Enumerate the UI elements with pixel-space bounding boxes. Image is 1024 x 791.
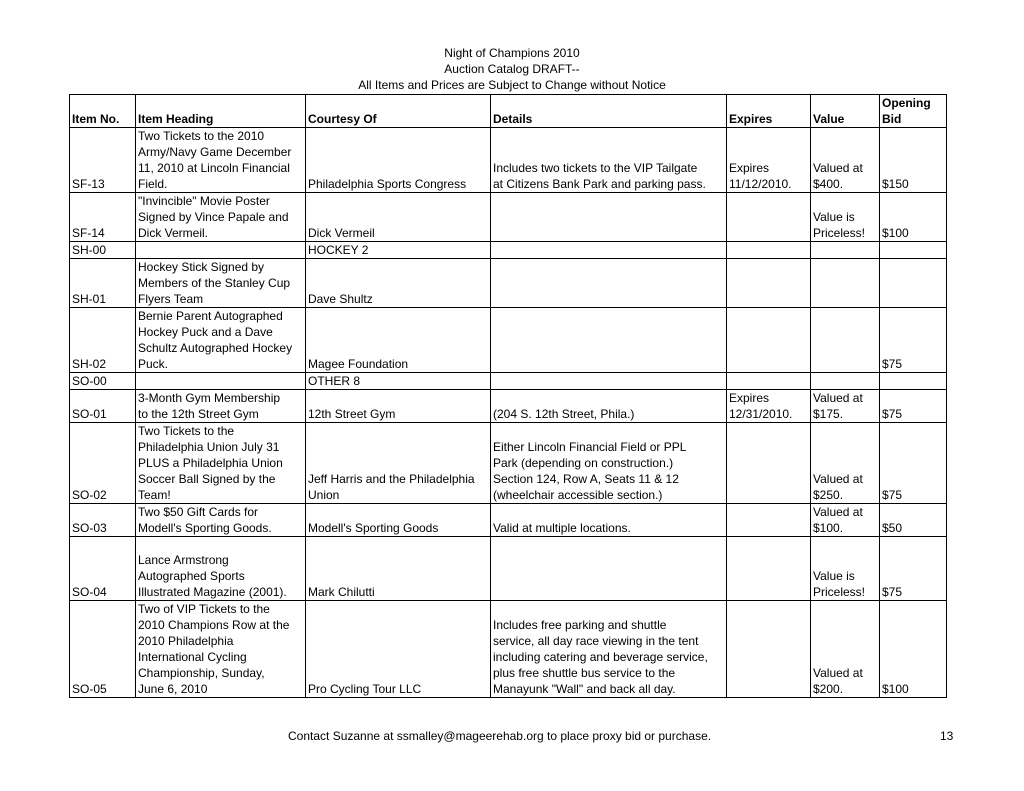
cell-value [811,423,880,504]
cell-value-line: Value is [813,210,855,224]
cell-item-heading-line: 11, 2010 at Lincoln Financial [138,161,290,175]
cell-item-heading [136,128,306,193]
cell-details-line: Either Lincoln Financial Field or PPL [493,440,687,454]
cell-item-heading-line: PLUS a Philadelphia Union [138,456,283,470]
cell-item-heading [136,193,306,242]
cell-opening-bid: $75 [880,423,947,504]
cell-details [491,193,727,242]
cell-item-heading-line: Dick Vermeil. [138,226,209,240]
cell-value [811,601,880,698]
cell-value-line: $200. [813,682,844,696]
cell-item-heading-line: Field. [138,177,168,191]
cell-expires [727,193,811,242]
cell-courtesy-of [306,128,491,193]
cell-item-heading-line: Army/Navy Game December [138,145,292,159]
catalog-title: Night of Champions 2010 [444,46,580,60]
cell-courtesy-of-line: Pro Cycling Tour LLC [308,682,422,696]
cell-details-line: Includes two tickets to the VIP Tailgate [493,161,698,175]
table-row [70,259,947,308]
cell-value-line: Valued at [813,505,863,519]
cell-opening-bid: $75 [880,390,947,423]
cell-item-heading-line: Bernie Parent Autographed [138,309,283,323]
cell-item-heading-line: Hockey Puck and a Dave [138,325,273,339]
cell-value [811,504,880,537]
cell-item-heading-line: to the 12th Street Gym [138,407,259,421]
cell-item-heading-line: "Invincible" Movie Poster [138,194,270,208]
cell-opening-bid: $150 [880,128,947,193]
cell-courtesy-of-line: Jeff Harris and the Philadelphia [308,472,475,486]
cell-item-no: SF-13 [70,128,136,193]
cell-courtesy-of [306,373,491,390]
cell-courtesy-of-line: 12th Street Gym [308,407,396,421]
cell-courtesy-of [306,259,491,308]
cell-value-line: Valued at [813,666,863,680]
cell-item-heading [136,373,306,390]
cell-value-line: Valued at [813,161,863,175]
cell-opening-bid: $50 [880,504,947,537]
cell-expires [727,128,811,193]
cell-courtesy-of [306,193,491,242]
cell-value-line: Valued at [813,472,863,486]
cell-item-heading-line: Illustrated Magazine (2001). [138,585,287,599]
catalog-subtitle: Auction Catalog DRAFT-- [444,62,580,76]
cell-expires-line: 12/31/2010. [729,407,793,421]
cell-item-no: SO-01 [70,390,136,423]
cell-item-heading [136,601,306,698]
cell-value-line: Priceless! [813,585,866,599]
cell-courtesy-of-line: Union [308,488,340,502]
cell-item-no: SO-04 [70,537,136,601]
cell-value-line: Value is [813,569,855,583]
cell-opening-bid [880,259,947,308]
cell-expires [727,504,811,537]
cell-item-no: SO-02 [70,423,136,504]
cell-value [811,308,880,373]
cell-opening-bid [880,242,947,259]
cell-value [811,193,880,242]
table-row [70,423,947,504]
cell-expires [727,373,811,390]
cell-item-heading-line: Hockey Stick Signed by [138,260,265,274]
cell-expires-line: Expires [729,391,770,405]
cell-courtesy-of-line: Magee Foundation [308,357,409,371]
contact-footer: Contact Suzanne at ssmalley@mageerehab.org to place proxy bid or purchase. [288,729,712,743]
cell-courtesy-of [306,504,491,537]
cell-item-heading-line: Members of the Stanley Cup [138,276,291,290]
cell-value-line: $400. [813,177,844,191]
cell-details-line: Includes free parking and shuttle [493,618,667,632]
cell-item-heading-line: Flyers Team [138,292,204,306]
cell-item-heading-line: Philadelphia Union July 31 [138,440,280,454]
cell-details [491,601,727,698]
cell-item-heading-line: Schultz Autographed Hockey [138,341,293,355]
cell-item-heading-line: Soccer Ball Signed by the [138,472,276,486]
cell-details-line: Section 124, Row A, Seats 11 & 12 [493,472,679,486]
cell-item-heading-line: Lance Armstrong [138,553,229,567]
cell-item-heading-line: Two $50 Gift Cards for [138,505,259,519]
cell-details [491,259,727,308]
table-row [70,128,947,193]
cell-value-line: $250. [813,488,844,502]
cell-details [491,128,727,193]
cell-item-heading [136,423,306,504]
cell-courtesy-of [306,537,491,601]
table-row [70,373,947,390]
cell-item-heading-line: Autographed Sports [138,569,245,583]
cell-value [811,128,880,193]
col-header-item-no: Item No. [70,95,136,128]
cell-value-line: $175. [813,407,844,421]
cell-expires [727,390,811,423]
cell-courtesy-of [306,390,491,423]
table-row [70,504,947,537]
table-row [70,193,947,242]
cell-details [491,504,727,537]
page-number: 13 [940,729,954,743]
cell-opening-bid [880,373,947,390]
auction-catalog-table [69,94,947,698]
cell-value [811,259,880,308]
cell-courtesy-of-line: Philadelphia Sports Congress [308,177,467,191]
col-header-courtesy-of: Courtesy Of [306,95,491,128]
cell-courtesy-of-line: HOCKEY 2 [308,243,369,257]
cell-expires [727,423,811,504]
cell-item-heading [136,537,306,601]
cell-item-heading-line: Championship, Sunday, [138,666,265,680]
cell-item-no: SO-03 [70,504,136,537]
cell-courtesy-of [306,423,491,504]
cell-item-heading [136,259,306,308]
table-row [70,601,947,698]
cell-value-line: $100. [813,521,844,535]
cell-item-heading-line: 3-Month Gym Membership [138,391,281,405]
cell-value [811,537,880,601]
col-header-details: Details [491,95,727,128]
cell-courtesy-of-line: Dick Vermeil [308,226,375,240]
cell-details-line: Valid at multiple locations. [493,521,631,535]
cell-item-heading-line: Team! [138,488,171,502]
cell-expires-line: 11/12/2010. [729,177,792,191]
cell-details-line: plus free shuttle bus service to the [493,666,676,680]
cell-opening-bid: $75 [880,308,947,373]
cell-item-no: SF-14 [70,193,136,242]
cell-item-heading [136,504,306,537]
col-header-item-heading: Item Heading [136,95,306,128]
cell-value-line: Priceless! [813,226,866,240]
cell-courtesy-of [306,308,491,373]
col-header-opening-bid-line2: Bid [882,112,902,126]
table-row [70,308,947,373]
cell-item-no: SH-01 [70,259,136,308]
table-header-row [70,95,947,128]
cell-details [491,373,727,390]
cell-details [491,242,727,259]
cell-item-heading-line: 2010 Philadelphia [138,634,234,648]
cell-courtesy-of-line: Mark Chilutti [308,585,375,599]
cell-item-heading-line: Two Tickets to the [138,424,235,438]
cell-details-line: including catering and beverage service, [493,650,708,664]
cell-value [811,373,880,390]
cell-expires [727,308,811,373]
table-row [70,390,947,423]
col-header-opening-bid-line1: Opening [882,96,931,110]
cell-item-heading-line: Modell's Sporting Goods. [138,521,272,535]
cell-expires [727,537,811,601]
cell-details-line: (wheelchair accessible section.) [493,488,663,502]
cell-value [811,390,880,423]
cell-opening-bid: $100 [880,601,947,698]
cell-item-heading-line: Puck. [138,357,169,371]
cell-expires [727,601,811,698]
cell-expires [727,259,811,308]
table-row [70,537,947,601]
cell-courtesy-of [306,242,491,259]
cell-item-heading [136,242,306,259]
cell-item-heading-line: Signed by Vince Papale and [138,210,289,224]
col-header-value: Value [811,95,880,128]
cell-details [491,537,727,601]
catalog-disclaimer: All Items and Prices are Subject to Change without Notice [358,78,666,92]
cell-item-heading-line: Two of VIP Tickets to the [138,602,270,616]
cell-courtesy-of-line: Modell's Sporting Goods [308,521,439,535]
cell-value-line: Valued at [813,391,863,405]
cell-item-no: SH-00 [70,242,136,259]
cell-value [811,242,880,259]
cell-details-line: (204 S. 12th Street, Phila.) [493,407,635,421]
cell-courtesy-of [306,601,491,698]
cell-expires-line: Expires [729,161,770,175]
cell-details-line: service, all day race viewing in the tent [493,634,699,648]
cell-details-line: at Citizens Bank Park and parking pass. [493,177,706,191]
cell-details [491,423,727,504]
col-header-opening-bid [880,95,947,128]
cell-details [491,390,727,423]
cell-item-heading [136,308,306,373]
col-header-expires: Expires [727,95,811,128]
cell-opening-bid: $100 [880,193,947,242]
cell-item-no: SH-02 [70,308,136,373]
cell-courtesy-of-line: Dave Shultz [308,292,373,306]
cell-item-no: SO-05 [70,601,136,698]
cell-item-heading [136,390,306,423]
cell-item-heading-line: Two Tickets to the 2010 [138,129,265,143]
cell-details-line: Manayunk "Wall" and back all day. [493,682,676,696]
cell-courtesy-of-line: OTHER 8 [308,374,361,388]
cell-item-heading-line: 2010 Champions Row at the [138,618,290,632]
cell-details-line: Park (depending on construction.) [493,456,674,470]
cell-expires [727,242,811,259]
cell-opening-bid: $75 [880,537,947,601]
table-row [70,242,947,259]
cell-item-heading-line: International Cycling [138,650,247,664]
cell-item-heading-line: June 6, 2010 [138,682,208,696]
cell-item-no: SO-00 [70,373,136,390]
cell-details [491,308,727,373]
